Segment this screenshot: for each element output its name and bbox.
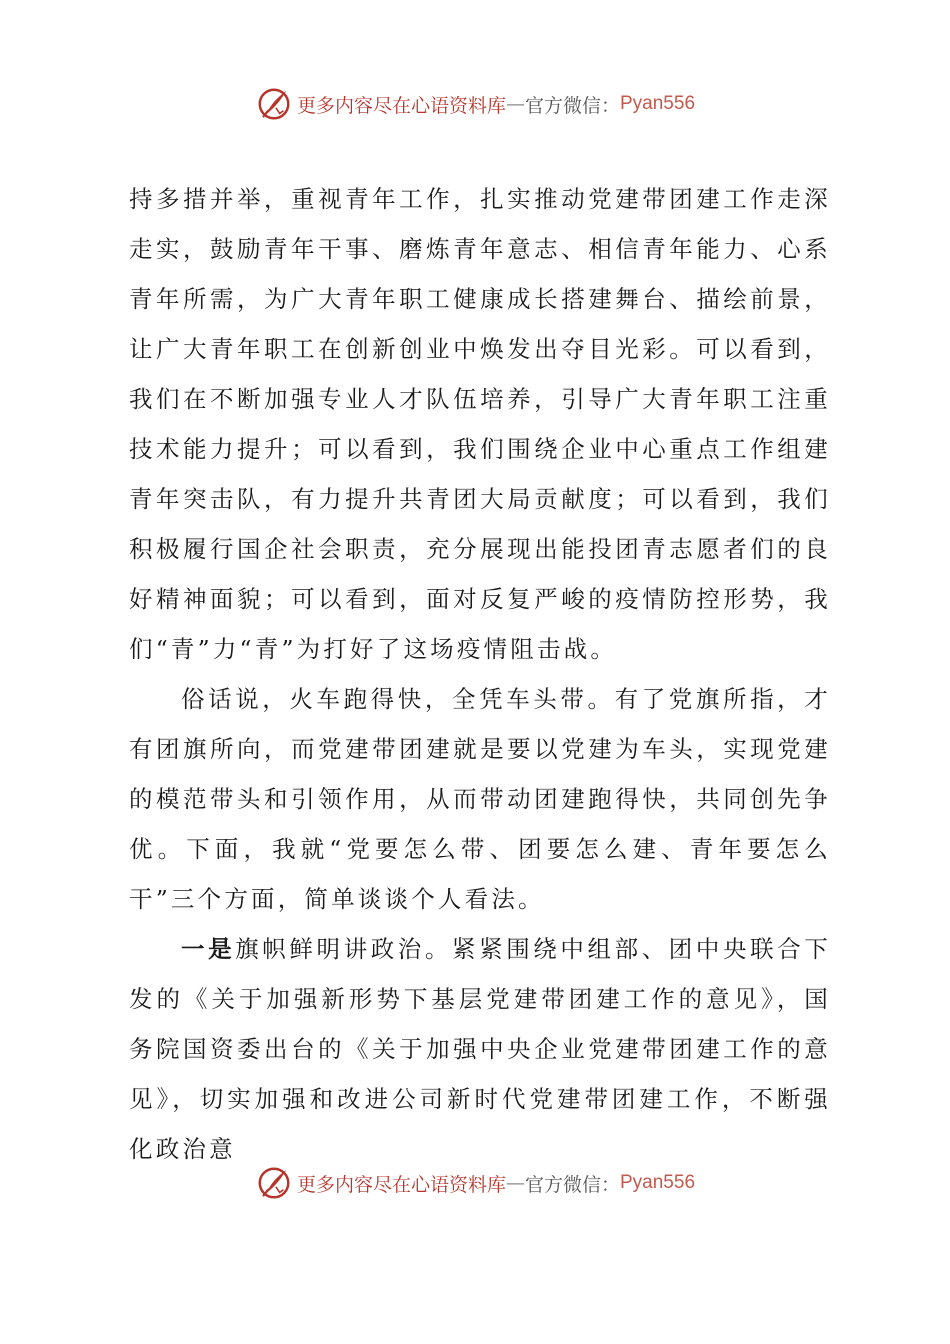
banner-label: 官方微信： — [524, 1173, 620, 1196]
paragraph-2: 俗话说，火车跑得快，全凭车头带。有了党旗所指，才有团旗所向，而党建带团建就是要以党建为车头，实现党建的模范带头和引领作用，从而带动团建跑得快，共同创先争优。下面，我就“党要怎么带、团要怎么建、青年要怎么干”三个方面，简单谈谈个人看法。 — [129, 685, 831, 913]
banner-brand: 更多内容尽在心语资料库 — [296, 1173, 506, 1196]
paragraph-1: 持多措并举，重视青年工作，扎实推动党建带团建工作走深走实，鼓励青年干事、磨炼青年意志、相信青年能力、心系青年所需，为广大青年职工健康成长搭建舞台、描绘前景，让广大青年职工在创新创业中焕发出夺目光彩。可以看到，我们在不断加强专业人才队伍培养，引导广大青年职工注重技术能力提升；可以看到，我们围绕企业中心重点工作组建青年突击队，有力提升共青团大局贡献度；可以看到，我们积极履行国企社会职责，充分展现出能投团青志愿者们的良好精神面貌；可以看到，面对反复严峻的疫情防控形势，我们“青”力“青”为打好了这场疫情阻击战。 — [129, 185, 831, 663]
banner-wechat-id: Pyan556 — [620, 1172, 696, 1193]
banner-wechat-id: Pyan556 — [620, 93, 696, 114]
quill-logo-icon — [255, 1164, 293, 1202]
paragraph-3-text: 旗帜鲜明讲政治。紧紧围绕中组部、团中央联合下发的《关于加强新形势下基层党建带团建工作的意见》，国务院国资委出台的《关于加强中央企业党建带团建工作的意见》，切实加强和改进公司新时代党建带团建工作，不断强化政治意 — [129, 935, 831, 1163]
banner-label: 官方微信： — [524, 94, 620, 117]
banner-separator: — — [505, 1172, 525, 1194]
document-body — [129, 174, 831, 1174]
banner-separator: — — [505, 93, 525, 115]
quill-logo-icon — [255, 85, 293, 123]
paragraph-3-lead: 一是 — [181, 935, 236, 963]
header-banner — [0, 84, 950, 124]
footer-banner — [0, 1163, 950, 1203]
banner-brand: 更多内容尽在心语资料库 — [296, 94, 506, 117]
paragraph-3 — [129, 924, 831, 1174]
